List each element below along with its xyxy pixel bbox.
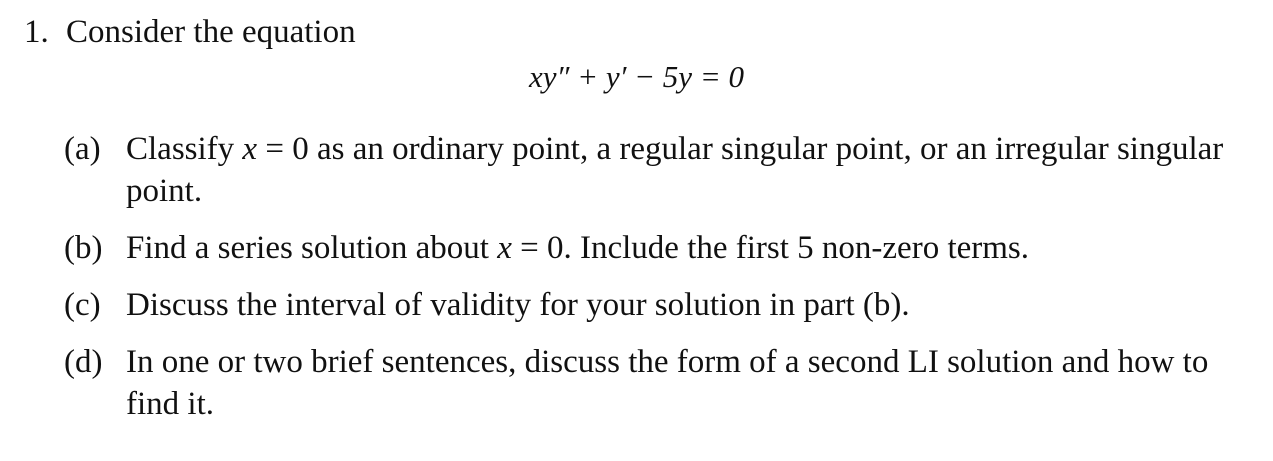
problem-number: 1. xyxy=(24,14,49,50)
problem-heading xyxy=(24,12,356,52)
part-b-text xyxy=(126,227,1254,269)
equation xyxy=(0,58,1273,96)
part-b-pre: Find a series solution about xyxy=(126,230,489,266)
part-a-pre: Classify xyxy=(126,131,235,167)
part-a xyxy=(64,128,1254,212)
part-c xyxy=(64,284,1254,326)
part-d-text: In one or two brief sentences, discuss the form of a second LI solution and how to find it. xyxy=(126,344,1209,422)
part-b-rel: = 0. xyxy=(520,230,572,266)
part-a-label: (a) xyxy=(64,131,101,167)
part-b xyxy=(64,227,1254,269)
part-d xyxy=(64,341,1254,425)
part-c-label: (c) xyxy=(64,287,101,323)
part-c-text: Discuss the interval of validity for your solution in part (b). xyxy=(126,287,910,323)
part-b-var: x xyxy=(497,230,512,266)
part-b-label: (b) xyxy=(64,230,103,266)
equation-text: xy″ + y′ − 5y = 0 xyxy=(529,59,744,94)
problem-intro: Consider the equation xyxy=(66,14,356,50)
part-a-text xyxy=(126,128,1254,212)
part-b-post: Include the first 5 non-zero terms. xyxy=(580,230,1030,266)
part-a-var: x xyxy=(242,131,258,167)
part-d-label: (d) xyxy=(64,344,103,380)
part-a-post: as an ordinary point, a regular singular point, or an irregular singular point. xyxy=(126,131,1224,209)
part-a-rel: = 0 xyxy=(265,131,309,167)
parts-list xyxy=(64,128,1254,440)
